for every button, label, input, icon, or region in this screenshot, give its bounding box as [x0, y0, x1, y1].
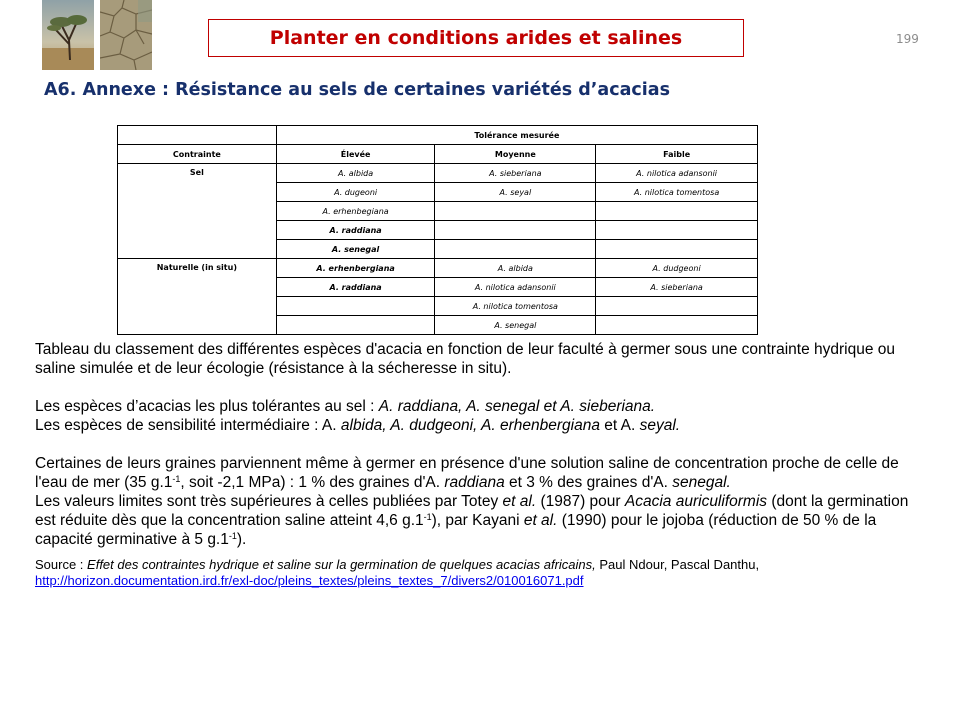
table-cell [276, 316, 435, 335]
table-cell: A. senegal [435, 316, 596, 335]
table-cell: A. raddiana [276, 221, 435, 240]
limit-values-paragraph: Les valeurs limites sont très supérieures à celles publiées par Totey et al. (1987) pour Acacia auriculiformis (dont la germination est réduite dès que la concentration saline atteint 4,6 $g.1^{-1}$), par Kayani et al. (1990) pour le jojoba (réduction de 50 % de la capacité germinative à 5 $g.1^{-1}$). [35, 493, 909, 548]
table-cell: A. sieberiana [596, 278, 758, 297]
tolerance-table [117, 125, 758, 335]
table-cell: A. albida [435, 259, 596, 278]
table-cell: A. nilotica tomentosa [435, 297, 596, 316]
table-cell: A. dugeoni [276, 183, 435, 202]
table-row [118, 259, 758, 278]
table-cell: A. raddiana [276, 278, 435, 297]
column-header: Contrainte [118, 145, 277, 164]
table-header-group: Tolérance mesurée [276, 126, 757, 145]
column-header: Faible [596, 145, 758, 164]
table-cell [596, 240, 758, 259]
body-text [35, 340, 930, 589]
slide-title-box [208, 19, 744, 57]
source-citation: Source : Effet des contraintes hydrique et saline sur la germination de quelques acacias africains, Paul Ndour, Pascal Danthu, http://horizon.documentation.ird.fr/exl-doc/pleins_textes/pleins_textes_7/divers2/010016071.pdf [35, 557, 760, 588]
table-cell [435, 202, 596, 221]
column-header: Moyenne [435, 145, 596, 164]
table-caption: Tableau du classement des différentes espèces d'acacia en fonction de leur faculté à germer sous une contrainte hydrique ou saline simulée et de leur écologie (résistance à la sécheresse in situ). [35, 341, 896, 377]
slide-title: Planter en conditions arides et salines [269, 27, 683, 49]
source-link[interactable]: http://horizon.documentation.ird.fr/exl-doc/pleins_textes/pleins_textes_7/divers2/010016071.pdf [35, 573, 584, 588]
table-cell [596, 202, 758, 221]
table-cell [435, 240, 596, 259]
table-cell: A. nilotica tomentosa [596, 183, 758, 202]
page-number: 199 [896, 32, 919, 46]
table-empty-corner [118, 126, 277, 145]
table-cell: A. dudgeoni [596, 259, 758, 278]
column-header: Élevée [276, 145, 435, 164]
table-cell [596, 316, 758, 335]
section-subtitle: A6. Annexe : Résistance au sels de certaines variétés d’acacias [44, 80, 671, 100]
acacia-tree-photo [42, 0, 94, 70]
table-cell: A. seyal [435, 183, 596, 202]
row-group-label: Sel [118, 164, 277, 259]
intermediate-species-line: Les espèces de sensibilité intermédiaire : A. albida, A. dudgeoni, A. erhenbergiana et A. seyal. [35, 417, 681, 434]
row-group-label: Naturelle (in situ) [118, 259, 277, 335]
table-cell [596, 297, 758, 316]
table-cell [435, 221, 596, 240]
table-cell [276, 297, 435, 316]
table-header-row [118, 126, 758, 145]
tolerant-species-line: Les espèces d’acacias les plus tolérantes au sel : A. raddiana, A. senegal et A. sieberiana. [35, 398, 656, 415]
table-cell: A. sieberiana [435, 164, 596, 183]
table-cell [596, 221, 758, 240]
table-row [118, 164, 758, 183]
table-cell: A. erhenbegiana [276, 202, 435, 221]
table-cell: A. senegal [276, 240, 435, 259]
table-cell: A. nilotica adansonii [435, 278, 596, 297]
table-cell: A. nilotica adansonii [596, 164, 758, 183]
table-cell: A. erhenbergiana [276, 259, 435, 278]
germination-paragraph: Certaines de leurs graines parviennent même à germer en présence d'une solution saline de concentration proche de celle de l'eau de mer (35 $g.1^{-1}$, soit -2,1 MPa) : 1 % des graines d'A. raddiana et 3 % des graines d'A. senegal. [35, 455, 899, 491]
table-column-row [118, 145, 758, 164]
cracked-dry-soil-photo [100, 0, 152, 70]
table-cell: A. albida [276, 164, 435, 183]
